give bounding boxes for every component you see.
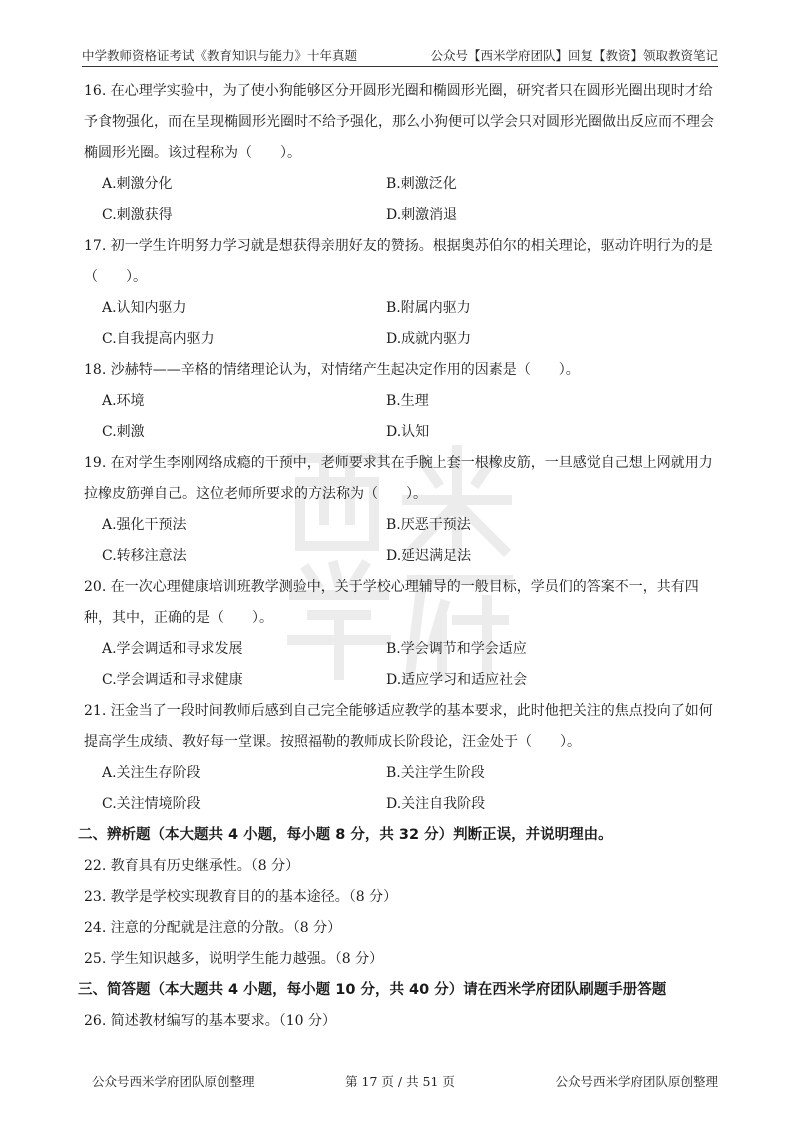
page-number: 第 17 页 / 共 51 页	[345, 1074, 455, 1089]
option-a: A.认知内驱力	[102, 300, 187, 316]
option-b: B.关注学生阶段	[386, 765, 485, 781]
question-21	[84, 696, 716, 820]
option-a: A.强化干预法	[102, 517, 187, 533]
option-a: A.学会调适和寻求发展	[102, 641, 243, 657]
option-b: B.学会调节和学会适应	[386, 641, 527, 657]
option-c: C.刺激	[102, 424, 145, 440]
question-stem: 16. 在心理学实验中，为了使小狗能够区分开圆形光圈和椭圆形光圈，研究者只在圆形光圈出现时才给予食物强化，而在呈现椭圆形光圈时不给予强化，那么小狗便可以学会只对圆形光圈做出反应而不理会椭圆形光圈。该过程称为（ ）。	[84, 83, 714, 161]
option-c: C.刺激获得	[102, 207, 173, 223]
question-19	[84, 448, 716, 572]
option-b: B.刺激泛化	[386, 176, 457, 192]
option-d: D.适应学习和适应社会	[386, 672, 528, 688]
page-content	[78, 76, 716, 1037]
option-b: B.厌恶干预法	[386, 517, 471, 533]
option-a: A.环境	[102, 393, 145, 409]
option-group	[84, 758, 716, 820]
analysis-item-22: 22. 教育具有历史继承性。（8 分）	[84, 858, 300, 874]
section-heading-analysis: 二、辨析题（本大题共 4 小题，每小题 8 分，共 32 分）判断正误，并说明理由。	[78, 827, 613, 843]
question-stem: 17. 初一学生许明努力学习就是想获得亲朋好友的赞扬。根据奥苏伯尔的相关理论，驱动许明行为的是（ ）。	[84, 238, 713, 285]
header-promo: 公众号【西米学府团队】回复【教资】领取教资笔记	[430, 48, 718, 63]
page-footer	[82, 1072, 718, 1094]
option-d: D.认知	[386, 424, 430, 440]
option-group	[84, 293, 716, 355]
option-group	[84, 510, 716, 572]
question-stem: 18. 沙赫特——辛格的情绪理论认为，对情绪产生起决定作用的因素是（ ）。	[84, 362, 580, 378]
analysis-item-25: 25. 学生知识越多，说明学生能力越强。（8 分）	[84, 951, 384, 967]
question-stem: 19. 在对学生李刚网络成瘾的干预中，老师要求其在手腕上套一根橡皮筋，一旦感觉自己想上网就用力拉橡皮筋弹自己。这位老师所要求的方法称为（ ）。	[84, 455, 713, 502]
question-17	[84, 231, 716, 355]
option-c: C.关注情境阶段	[102, 796, 201, 812]
option-group	[84, 386, 716, 448]
option-d: D.刺激消退	[386, 207, 458, 223]
question-20	[84, 572, 716, 696]
section-heading-short-answer: 三、简答题（本大题共 4 小题，每小题 10 分，共 40 分）请在西米学府团队刷题手册答题	[78, 982, 667, 998]
question-18	[84, 355, 716, 448]
option-group	[84, 169, 716, 231]
option-a: A.关注生存阶段	[102, 765, 201, 781]
footer-left-credit: 公众号西米学府团队原创整理	[92, 1074, 255, 1089]
question-stem: 20. 在一次心理健康培训班教学测验中，关于学校心理辅导的一般目标，学员们的答案不一，共有四种，其中，正确的是（ ）。	[84, 579, 699, 626]
analysis-item-24: 24. 注意的分配就是注意的分散。（8 分）	[84, 920, 342, 936]
analysis-item-23: 23. 教学是学校实现教育目的的基本途径。（8 分）	[84, 889, 398, 905]
option-a: A.刺激分化	[102, 176, 173, 192]
short-answer-item-26: 26. 简述教材编写的基本要求。（10 分）	[84, 1013, 336, 1029]
option-b: B.附属内驱力	[386, 300, 471, 316]
option-d: D.关注自我阶段	[386, 796, 486, 812]
page-header	[82, 44, 718, 66]
option-d: D.成就内驱力	[386, 331, 472, 347]
option-c: C.转移注意法	[102, 548, 187, 564]
option-group	[84, 634, 716, 696]
header-title: 中学教师资格证考试《教育知识与能力》十年真题	[82, 48, 358, 63]
header-rule	[82, 66, 718, 67]
option-d: D.延迟满足法	[386, 548, 472, 564]
question-16	[84, 76, 716, 231]
option-b: B.生理	[386, 393, 429, 409]
option-c: C.学会调适和寻求健康	[102, 672, 243, 688]
question-stem: 21. 汪金当了一段时间教师后感到自己完全能够适应教学的基本要求，此时他把关注的焦点投向了如何提高学生成绩、教好每一堂课。按照福勒的教师成长阶段论，汪金处于（ ）。	[84, 703, 713, 750]
footer-right-credit: 公众号西米学府团队原创整理	[555, 1074, 718, 1089]
option-c: C.自我提高内驱力	[102, 331, 215, 347]
